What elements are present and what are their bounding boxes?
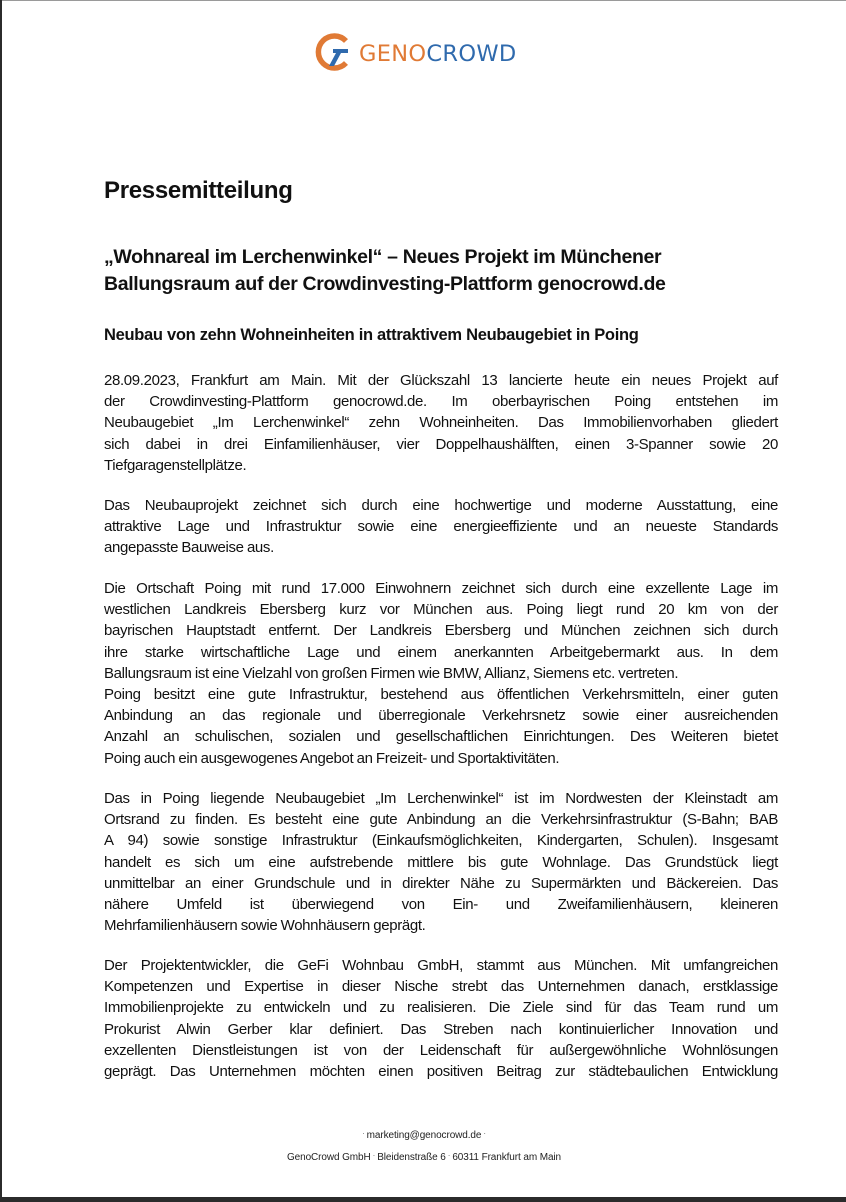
text-line: Das in Poing liegende Neubaugebiet „Im Lerchenwinkel“ ist im Nordwesten der Kleinstadt am: [104, 790, 778, 807]
text-line: Poing besitzt eine gute Infrastruktur, bestehend aus öffentlichen Verkehrsmitteln, einer guten: [104, 686, 778, 704]
text-line: nähere Umfeld ist überwiegend von Ein- und Zweifamilienhäusern, kleineren: [104, 896, 778, 914]
text-line: Anzahl an schulischen, sozialen und gesellschaftlichen Einrichtungen. Des Weiteren bietet: [104, 728, 778, 746]
genocrowd-g-logo-icon: [313, 32, 353, 72]
text-line: exzellenten Dienstleistungen ist von der Leidenschaft für außergewöhnliche Wohnlösungen: [104, 1041, 778, 1059]
text-line: bayrischen Hauptstadt entfernt. Der Landkreis Ebersberg und München zeichnen sich durch: [104, 622, 778, 640]
text-line: Poing auch ein ausgewogenes Angebot an Freizeit- und Sportaktivitäten.: [104, 749, 560, 767]
text-line: Immobilienprojekte zu entwickeln und zu realisieren. Die Ziele sind für das Team rund um: [104, 999, 778, 1017]
document-page: [2, 0, 846, 1197]
text-line: Kompetenzen und Expertise in dieser Nische strebt das Unternehmen danach, erstklassige: [104, 978, 778, 996]
logo-text-crowd: CROWD: [426, 40, 517, 67]
page-title: Pressemitteilung: [104, 177, 293, 204]
paragraph-intro: [104, 370, 778, 476]
text-line: der Crowdinvesting-Plattform genocrowd.de. Im oberbayrischen Poing entstehen im: [104, 393, 778, 411]
text-line: Tiefgaragenstellplätze.: [104, 456, 247, 474]
text-line: Prokurist Alwin Gerber klar definiert. Das Streben nach kontinuierlicher Innovation und: [104, 1020, 778, 1038]
text-line: Der Projektentwickler, die GeFi Wohnbau GmbH, stammt aus München. Mit umfangreichen: [104, 957, 778, 974]
text-line: Anbindung an das regionale und überregionale Verkehrsnetz sowie einer ausreichenden: [104, 707, 778, 725]
separator-dot: ·: [372, 1151, 376, 1160]
text-line: sich dabei in drei Einfamilienhäuser, vier Doppelhaushälften, einen 3-Spanner sowie 20: [104, 435, 778, 453]
text-line: handelt es sich um eine aufstrebende mittlere bis gute Wohnlage. Das Grundstück liegt: [104, 853, 778, 871]
footer-company: GenoCrowd GmbH: [286, 1152, 371, 1163]
text-line: Die Ortschaft Poing mit rund 17.000 Einwohnern zeichnet sich durch eine exzellente Lage im: [104, 580, 778, 597]
text-line: westlichen Landkreis Ebersberg kurz vor München aus. Poing liegt rund 20 km von der: [104, 601, 778, 619]
footer-city: 60311 Frankfurt am Main: [452, 1152, 562, 1163]
separator-dot: ·: [362, 1129, 365, 1138]
text-line: Ortsrand zu finden. Es besteht eine gute Anbindung an die Verkehrsinfrastruktur (S-Bahn; BAB: [104, 811, 778, 829]
text-line: geprägt. Das Unternehmen möchten einen positiven Beitrag zur städtebaulichen Entwicklung: [104, 1063, 778, 1081]
press-subheadline: Neubau von zehn Wohneinheiten in attraktivem Neubaugebiet in Poing: [104, 326, 639, 344]
paragraph-features: [104, 495, 778, 559]
text-line: ihre starke wirtschaftliche Lage und einem anerkannten Arbeitgebermarkt aus. In dem: [104, 643, 778, 661]
text-line: 28.09.2023, Frankfurt am Main. Mit der Glückszahl 13 lancierte heute ein neues Projekt auf: [104, 372, 778, 389]
paragraph-neighborhood: [104, 788, 778, 936]
paragraph-location: [104, 578, 778, 769]
logo-text-geno: GENO: [359, 40, 427, 67]
text-line: A 94) sowie sonstige Infrastruktur (Einkaufsmöglichkeiten, Kindergarten, Schulen). Insgesamt: [104, 832, 778, 850]
genocrowd-logo: [313, 31, 517, 73]
footer-address-line: [2, 1151, 846, 1163]
press-headline: „Wohnareal im Lerchenwinkel“ – Neues Projekt im Münchener Ballungsraum auf der Crowdinvesting-Plattform genocrowd.de: [104, 246, 666, 295]
separator-dot: ·: [483, 1129, 486, 1138]
text-line: angepasste Bauweise aus.: [104, 539, 274, 557]
footer-street: Bleidenstraße 6: [377, 1152, 446, 1163]
text-line: Ballungsraum ist eine Vielzahl von großen Firmen wie BMW, Allianz, Siemens etc. vertreten.: [104, 664, 679, 682]
paragraph-developer: [104, 955, 778, 1082]
separator-dot: ·: [447, 1151, 451, 1160]
text-line: Neubaugebiet „Im Lerchenwinkel“ zehn Wohneinheiten. Das Immobilienvorhaben gliedert: [104, 414, 778, 432]
logo-wordmark: [359, 40, 517, 67]
text-line: attraktive Lage und Infrastruktur sowie eine energieeffiziente und an neueste Standards: [104, 518, 778, 536]
footer-email-link[interactable]: marketing@genocrowd.de: [366, 1130, 482, 1141]
text-line: unmittelbar an einer Grundschule und in direkter Nähe zu Supermärkten und Bäckereien. Das: [104, 874, 778, 892]
text-line: Mehrfamilienhäusern sowie Wohnhäusern geprägt.: [104, 917, 426, 935]
footer-email-line: [2, 1129, 846, 1141]
text-line: Das Neubauprojekt zeichnet sich durch eine hochwertige und moderne Ausstattung, eine: [104, 497, 778, 514]
